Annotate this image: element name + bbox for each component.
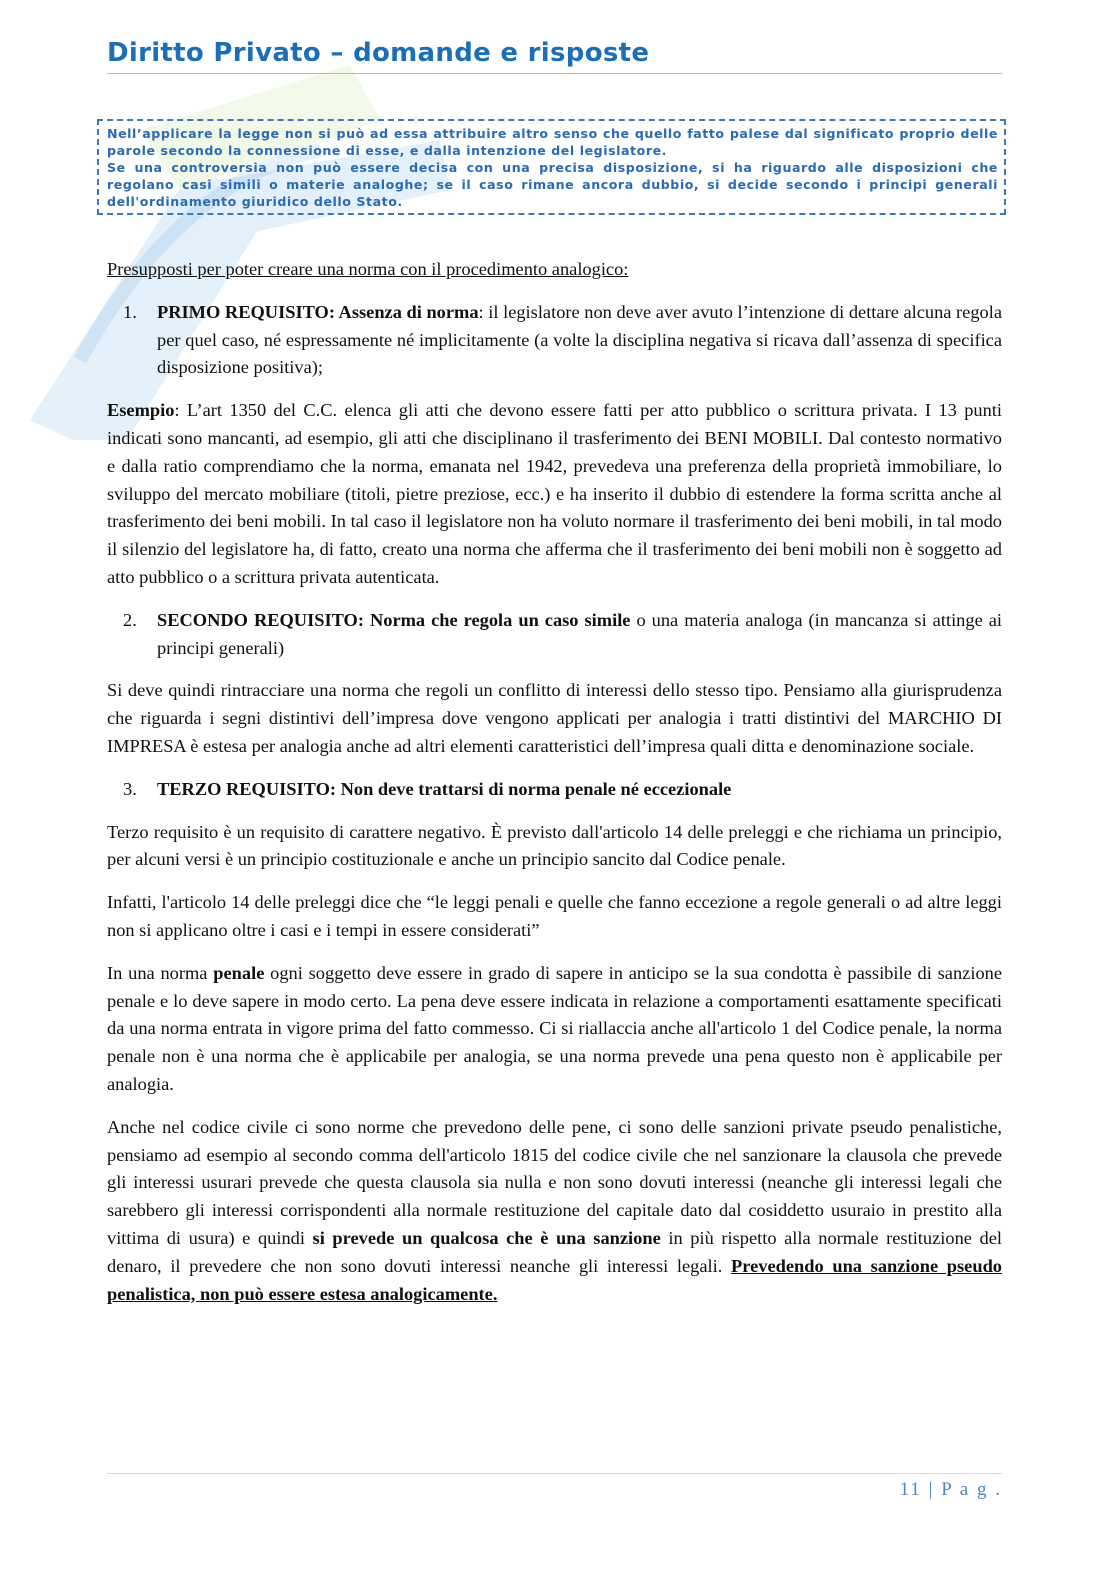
requirement-item — [107, 607, 1002, 663]
requirement-text: : il legislatore non deve aver avuto l’intenzione di dettare alcuna regola per quel caso, né espressamente né implicitamente (a volte la disciplina negativa si ricava dall’assenza di specifica disposizione positiva); — [157, 301, 1002, 378]
requirement-item — [107, 776, 1002, 804]
list-number: 1. — [123, 301, 137, 322]
page-number: 11 | P a g . — [899, 1479, 1002, 1500]
body-paragraph — [107, 960, 1002, 1099]
quote-paragraph: Se una controversia non può essere decisa con una precisa disposizione, si ha riguardo alle disposizioni che regolano casi simili o materie analoghe; se il caso rimane ancora dubbio, si decide secondo i principi generali dell'ordinamento giuridico dello Stato. — [107, 160, 998, 209]
footer-divider — [107, 1473, 1002, 1474]
bold-phrase: si prevede un qualcosa che è una sanzione — [312, 1227, 661, 1248]
text-run: Anche nel codice civile ci sono norme che prevedono delle pene, ci sono delle sanzioni private pseudo penalistiche, pensiamo ad esempio al secondo comma dell'articolo 1815 del codice civile che nel sanzionare la clausola che prevede gli interessi usurari prevede che questa clausola sia nulla e non sono dovuti interessi (neanche gli interessi legali che sarebbero gli interessi corrispondenti alla normale restituzione del capitale dato dal cosiddetto usuraio in prestito alla vittima di usura) e quindi — [107, 1116, 1002, 1248]
quoted-article-box — [97, 119, 1006, 215]
body-paragraph: Terzo requisito è un requisito di carattere negativo. È previsto dall'articolo 14 delle preleggi e che richiama un principio, per alcuni versi è un principio costituzionale e anche un principio sancito dal Codice penale. — [107, 821, 1002, 870]
requirement-title: TERZO REQUISITO: Non deve trattarsi di norma penale né eccezionale — [157, 778, 732, 799]
body-paragraph: Infatti, l'articolo 14 delle preleggi dice che “le leggi penali e quelle che fanno eccezione a regole generali o ad altre leggi non si applicano oltre i casi e i tempi in essere considerati” — [107, 892, 1002, 940]
requirement-title: PRIMO REQUISITO: Assenza di norma — [157, 301, 479, 322]
section-intro: Presupposti per poter creare una norma con il procedimento analogico: — [107, 259, 629, 279]
list-number: 2. — [123, 609, 137, 630]
header-divider — [107, 73, 1002, 74]
requirement-item — [107, 299, 1002, 382]
page-header-title: Diritto Privato – domande e risposte — [107, 38, 650, 68]
text-run: in più rispetto alla normale restituzione del denaro, il prevedere che non sono dovuti interessi neanche gli interessi legali. — [107, 1227, 1003, 1276]
body-paragraph — [107, 1114, 1002, 1309]
example-paragraph — [107, 397, 1002, 592]
requirement-title: SECONDO REQUISITO: Norma che regola un caso simile — [157, 609, 631, 630]
body-paragraph: Si deve quindi rintracciare una norma che regoli un conflitto di interessi dello stesso tipo. Pensiamo alla giurisprudenza che riguarda i segni distintivi dell’impresa dove vengono applicati per analogia i tratti distintivi del MARCHIO DI IMPRESA è estesa per analogia anche ad altri elementi caratteristici dell’impresa quali ditta e denominazione sociale. — [107, 680, 1002, 756]
bold-term: penale — [213, 962, 265, 983]
text-run: ogni soggetto deve essere in grado di sapere in anticipo se la sua condotta è passibile di sanzione penale e lo deve sapere in modo certo. La pena deve essere indicata in relazione a comportamenti esattamente specificati da una norma entrata in vigore prima del fatto commesso. Ci si riallaccia anche all'articolo 1 del Codice penale, la norma penale non è una norma che è applicabile per analogia, se una norma prevede una pena questo non è applicabile per analogia. — [107, 962, 1002, 1094]
example-text: : L’art 1350 del C.C. elenca gli atti che devono essere fatti per atto pubblico o scrittura privata. I 13 punti indicati sono mancanti, ad esempio, gli atti che disciplinano il trasferimento dei BENI MOBILI. Dal contesto normativo e dalla ratio comprendiamo che la norma, emanata nel 1942, prevedeva una preferenza della proprietà immobiliare, lo sviluppo del mercato mobiliare (titoli, pietre preziose, ecc.) e ha inserito il dubbio di estendere la forma scritta anche al trasferimento dei beni mobili. In tal caso il legislatore non ha voluto normare il trasferimento dei beni mobili, in tal modo il silenzio del legislatore ha, di fatto, creato una norma che afferma che il trasferimento dei beni mobili non è soggetto ad atto pubblico o a scrittura privata autenticata. — [107, 400, 1002, 587]
document-body — [107, 256, 1002, 1323]
list-number: 3. — [123, 778, 137, 799]
requirement-text: o una materia analoga (in mancanza si attinge ai principi generali) — [157, 609, 1002, 658]
conclusion-phrase: Prevedendo una sanzione pseudo penalistica, non può essere estesa analogicamente. — [107, 1255, 1002, 1304]
text-run: In una norma — [107, 962, 214, 983]
example-label: Esempio — [107, 400, 175, 421]
quote-paragraph: Nell’applicare la legge non si può ad essa attribuire altro senso che quello fatto palese dal significato proprio delle parole secondo la connessione di esse, e dalla intenzione del legislatore. — [107, 126, 998, 158]
